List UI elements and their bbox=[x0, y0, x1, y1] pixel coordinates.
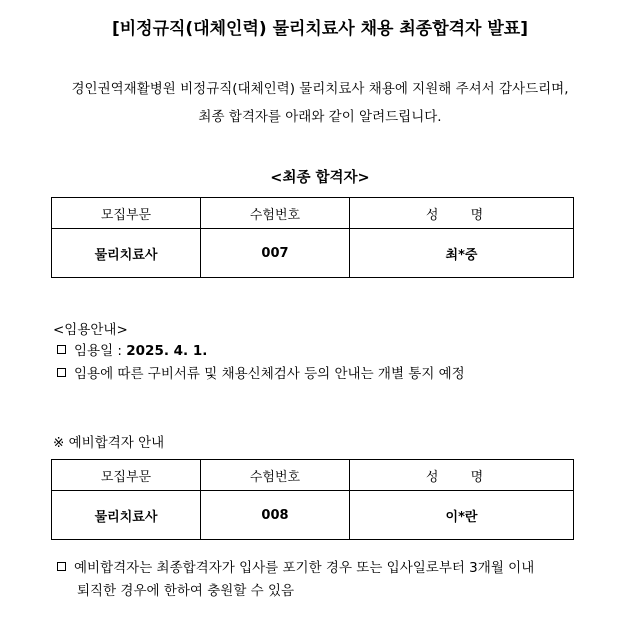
appointment-date-value: 2025. 4. 1. bbox=[126, 343, 208, 359]
cell-department: 물리치료사 bbox=[52, 229, 201, 278]
documents-notice-text: 임용에 따른 구비서류 및 채용신체검사 등의 안내는 개별 통지 예정 bbox=[74, 366, 465, 382]
final-pass-table bbox=[51, 197, 574, 278]
column-header-department: 모집부문 bbox=[52, 198, 201, 229]
cell-exam-number: 007 bbox=[201, 229, 350, 278]
appointment-date-label: 임용일 : bbox=[74, 343, 127, 359]
appointment-date-line bbox=[57, 339, 207, 359]
cell-name: 이*란 bbox=[350, 491, 574, 540]
reserve-note-text-1: 예비합격자는 최종합격자가 입사를 포기한 경우 또는 입사일로부터 3개월 이내 bbox=[74, 560, 535, 576]
page-title: [비정규직(대체인력) 물리치료사 채용 최종합격자 발표] bbox=[111, 19, 529, 39]
table-row bbox=[52, 491, 574, 540]
table-header-row bbox=[52, 198, 574, 229]
column-header-name: 성 명 bbox=[350, 460, 574, 491]
notice-heading: <임용안내> bbox=[53, 322, 128, 338]
reserve-heading: ※ 예비합격자 안내 bbox=[53, 435, 165, 451]
cell-name: 최*중 bbox=[350, 229, 574, 278]
cell-exam-number: 008 bbox=[201, 491, 350, 540]
intro-line-2: 최종 합격자를 아래와 같이 알려드립니다. bbox=[198, 109, 442, 125]
column-header-name: 성 명 bbox=[350, 198, 574, 229]
table-header-row bbox=[52, 460, 574, 491]
square-bullet-icon bbox=[57, 345, 66, 354]
square-bullet-icon bbox=[57, 562, 66, 571]
reserve-pass-table bbox=[51, 459, 574, 540]
cell-department: 물리치료사 bbox=[52, 491, 201, 540]
reserve-note-line-2: 퇴직한 경우에 한하여 충원할 수 있음 bbox=[77, 583, 295, 599]
reserve-note-line-1 bbox=[57, 556, 534, 576]
column-header-exam-number: 수험번호 bbox=[201, 460, 350, 491]
table-row bbox=[52, 229, 574, 278]
column-header-exam-number: 수험번호 bbox=[201, 198, 350, 229]
documents-notice-line bbox=[57, 362, 465, 382]
final-pass-heading: <최종 합격자> bbox=[270, 170, 370, 186]
intro-line-1: 경인권역재활병원 비정규직(대체인력) 물리치료사 채용에 지원해 주셔서 감사드리며, bbox=[71, 81, 569, 97]
column-header-department: 모집부문 bbox=[52, 460, 201, 491]
square-bullet-icon bbox=[57, 368, 66, 377]
